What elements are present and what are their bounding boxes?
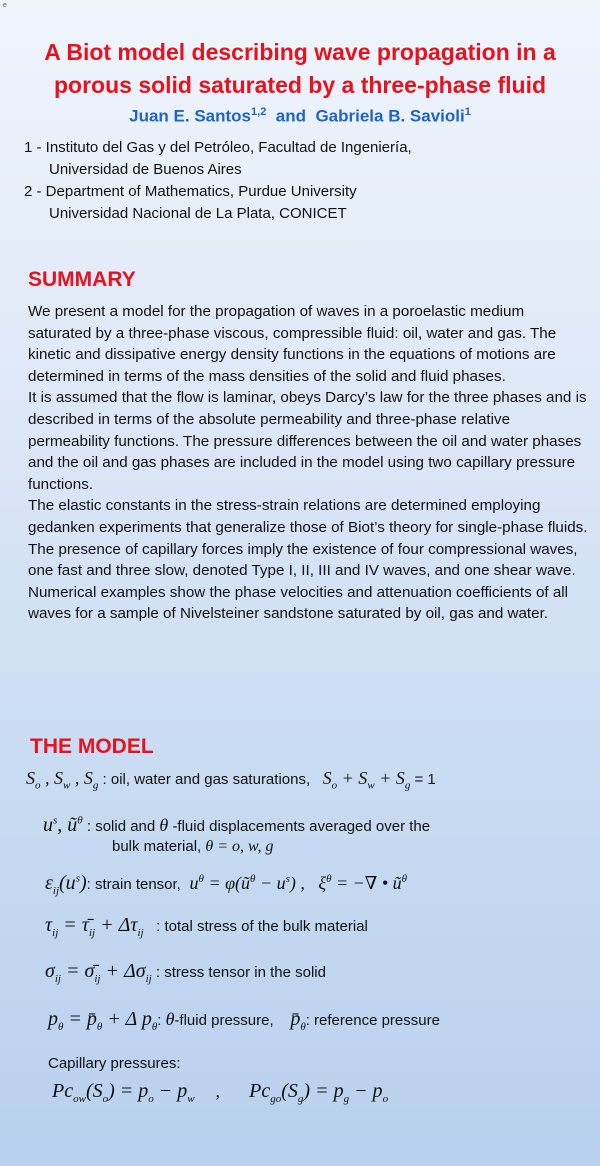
title-line-2: porous solid saturated by a three-phase fluid xyxy=(53,72,547,98)
affiliation-line: Universidad de Buenos Aires xyxy=(49,161,242,178)
displacement-label-2: -fluid displacements averaged over the xyxy=(172,818,431,835)
total-stress-label: : total stress of the bulk material xyxy=(156,918,368,935)
affiliations xyxy=(24,137,412,225)
displacement-label-3: bulk material, xyxy=(112,838,202,855)
displacement-line-2 xyxy=(112,838,274,856)
capillary-label: Capillary pressures: xyxy=(48,1055,181,1072)
author-1: Juan E. Santos xyxy=(129,106,252,126)
total-stress-equation: $\tau_{ij}$ = $\taū_{ij} + \Delta\tau_{ij}$ : total stress of the bulk material xyxy=(45,914,368,939)
affiliation-line: 1 - Instituto del Gas y del Petróleo, Facultad de Ingeniería, xyxy=(24,139,412,156)
title-line-1: A Biot model describing wave propagation in a xyxy=(44,39,556,65)
fluid-pressure-equation: $p_\theta$ = $p̄_\theta + \Delta$ $p_\theta$: θ-fluid pressure, $p̄_\theta$: reference pressure xyxy=(48,1008,440,1033)
summary-paragraph: It is assumed that the flow is laminar, obeys Darcy’s law for the three phases and is described in terms of the absolute permeability and three-phase relative permeability functions. The pressure differences between the oil and water phases and the oil and gas phases are included in the model using two capillary pressure functions. xyxy=(28,389,587,493)
affiliation-line: Universidad Nacional de La Plata, CONICET xyxy=(49,205,347,222)
displacement-label-1: : solid and xyxy=(86,818,156,835)
theta-values: θ = o, w, g xyxy=(205,838,274,855)
strain-label: : strain tensor, xyxy=(86,876,181,893)
fluid-pressure-colon: : xyxy=(157,1012,162,1029)
capillary-equations: $Pc_{ow}(S_o) = p_o - p_w$ , $Pc_{go}(S_g) = p_g - p_o$ xyxy=(52,1080,389,1105)
reference-pressure-label: : reference pressure xyxy=(305,1012,440,1029)
saturation-sum: = 1 xyxy=(414,771,436,788)
summary-heading: SUMMARY xyxy=(28,268,136,291)
corner-mark: e xyxy=(3,2,7,9)
saturation-label: : oil, water and gas saturations, xyxy=(102,771,311,788)
fluid-pressure-label: -fluid pressure, xyxy=(174,1012,274,1029)
summary-paragraph: The presence of capillary forces imply the existence of four compressional waves, one fast and three slow, denoted Type I, II, III and IV waves, and one shear wave. xyxy=(28,540,578,580)
author-1-sup: 1,2 xyxy=(251,106,267,118)
affiliation-line: 2 - Department of Mathematics, Purdue University xyxy=(24,183,357,200)
displacement-equation: $u^s$, $ũ^\theta$ : solid and θ -fluid displacements averaged over the xyxy=(43,814,431,836)
authors xyxy=(0,106,600,127)
summary-text xyxy=(28,301,588,625)
author-2: Gabriela B. Savioli xyxy=(315,106,465,126)
poster-title xyxy=(0,36,600,102)
authors-and: and xyxy=(275,106,306,126)
summary-paragraph: The elastic constants in the stress-strain relations are determined employing gedanken experiments that generalize those of Biot’s theory for single-phase fluids. xyxy=(28,497,588,536)
author-2-sup: 1 xyxy=(464,106,471,118)
solid-stress-label: : stress tensor in the solid xyxy=(155,964,326,981)
model-heading: THE MODEL xyxy=(30,735,154,758)
saturation-equation: $S_o$ , $S_w$ , $S_g$ : oil, water and gas saturations, $S_o + S_w + S_g = 1$ xyxy=(26,768,436,792)
summary-paragraph: We present a model for the propagation of waves in a poroelastic medium saturated by a three-phase viscous, compressible fluid: oil, water and gas. The kinetic and dissipative energy density functions in the equations of motions are determined in terms of the mass densities of the solid and fluid phases. xyxy=(28,303,557,385)
summary-paragraph: Numerical examples show the phase velocities and attenuation coefficients of all waves for a sample of Nivelsteiner sandstone saturated by oil, gas and water. xyxy=(28,583,569,623)
solid-stress-equation: $\sigma_{ij}$ = $\sigmā_{ij} + \Delta\sigma_{ij}$ : stress tensor in the solid xyxy=(45,960,326,985)
strain-equation: $\varepsilon_{ij}(u^s)$: strain tensor, $u^\theta$ = $\varphi(ũ^\theta - u^s)$ , $\xi^\theta$ = −∇ • $ũ^\theta$ xyxy=(45,872,408,897)
